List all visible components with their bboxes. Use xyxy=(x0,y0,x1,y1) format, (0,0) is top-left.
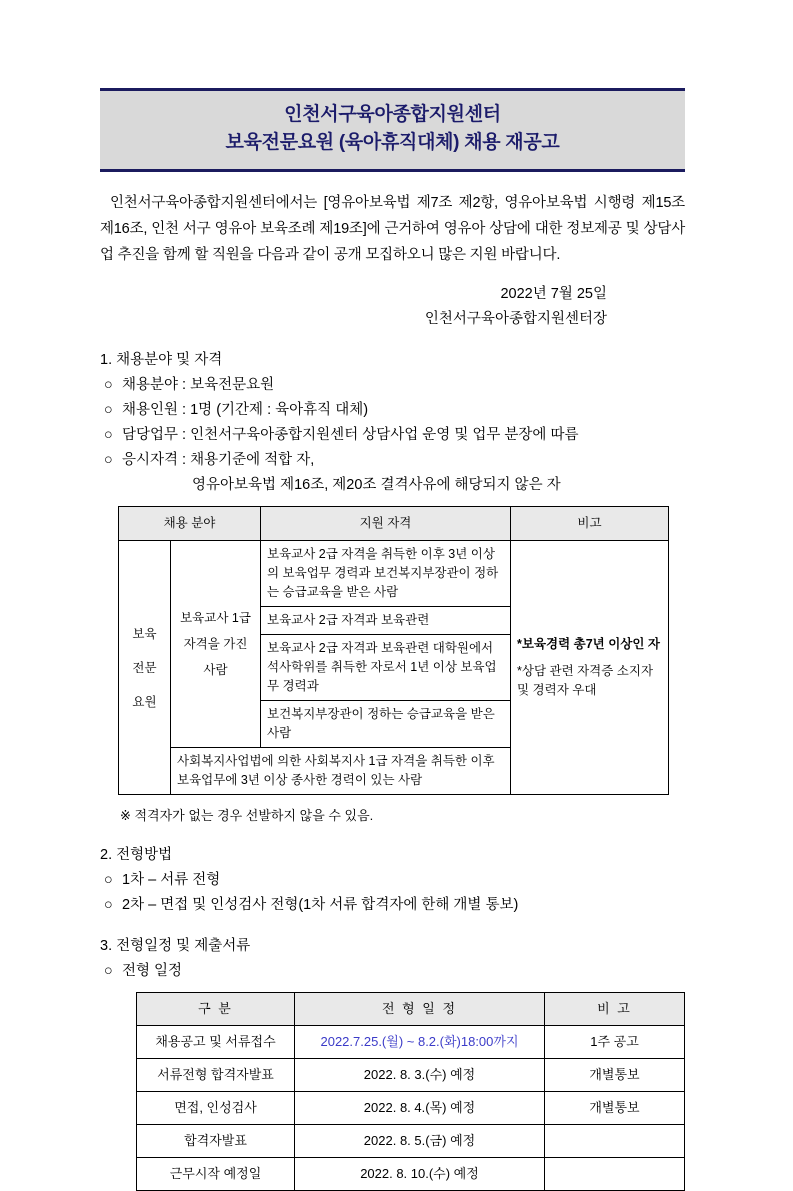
title-line-2: 보육전문요원 (육아휴직대체) 채용 재공고 xyxy=(225,132,560,153)
intro-paragraph: 인천서구육아종합지원센터에서는 [영유아보육법 제7조 제2항, 영유아보육법 시행령 제15조 제16조, 인천 서구 영유아 보육조례 제19조]에 근거하여 영유아 상담에 대한 정보제공 및 상담사업 추진을 함께 할 직원을 다음과 같이 공개 모집하오니 많은 지원 바랍니다. xyxy=(100,195,685,263)
section-1-list xyxy=(100,373,685,473)
section-2 xyxy=(100,843,685,918)
list-item-label: 채용인원 : 1명 (기간제 : 육아휴직 대체) xyxy=(122,402,369,418)
cell-division: 채용공고 및 서류접수 xyxy=(137,1026,295,1059)
list-item-label: 응시자격 : 채용기준에 적합 자, xyxy=(122,452,315,468)
note-bold-text: *보육경력 총7년 이상인 자 xyxy=(517,637,660,651)
section-1-heading: 1. 채용분야 및 자격 xyxy=(100,352,223,368)
header-qualification: 지원 자격 xyxy=(261,507,511,541)
circle-bullet-icon: ○ xyxy=(104,963,113,979)
table-row xyxy=(137,1059,685,1092)
section-2-list xyxy=(100,868,685,918)
qual-text-cell-last: 사회복지사업법에 의한 사회복지사 1급 자격을 취득한 이후 보육업무에 3년 이상 종사한 경력이 있는 사람 xyxy=(171,748,511,795)
document-content xyxy=(100,88,685,1191)
section-3-list xyxy=(100,959,685,984)
group1-label-cell: 보육교사 1급 자격을 가진 사람 xyxy=(171,541,261,748)
cell-division: 근무시작 예정일 xyxy=(137,1158,295,1191)
section-3-heading: 3. 전형일정 및 제출서류 xyxy=(100,938,251,954)
list-item-label: 채용분야 : 보육전문요원 xyxy=(122,377,275,393)
list-item-label: 1차 – 서류 전형 xyxy=(122,872,221,888)
header-division: 구 분 xyxy=(137,993,295,1026)
list-item xyxy=(100,373,685,398)
cell-schedule: 2022. 8. 3.(수) 예정 xyxy=(295,1059,545,1092)
qual-text-cell: 보육교사 2급 자격과 보육관련 xyxy=(261,607,511,635)
schedule-table xyxy=(136,992,685,1191)
table-header-row xyxy=(119,507,669,541)
header-schedule: 전 형 일 정 xyxy=(295,993,545,1026)
table-row xyxy=(137,1158,685,1191)
list-item-label: 전형 일정 xyxy=(122,963,183,979)
date-block xyxy=(100,282,685,332)
issue-date: 2022년 7월 25일 xyxy=(500,286,607,302)
note-small-text: *상담 관련 자격증 소지자 및 경력자 우대 xyxy=(517,664,654,697)
circle-bullet-icon: ○ xyxy=(104,377,113,393)
list-item-label: 담당업무 : 인천서구육아종합지원센터 상담사업 운영 및 업무 분장에 따름 xyxy=(122,427,579,443)
list-item xyxy=(100,893,685,918)
issuer-name: 인천서구육아종합지원센터장 xyxy=(424,311,607,327)
list-item xyxy=(100,448,685,473)
section-3 xyxy=(100,934,685,1191)
qual-text-cell: 보육교사 2급 자격을 취득한 이후 3년 이상의 보육업무 경력과 보건복지부장관이 정하는 승급교육을 받은 사람 xyxy=(261,541,511,607)
cell-note: 1주 공고 xyxy=(545,1026,685,1059)
cell-note xyxy=(545,1125,685,1158)
qual-text-cell: 보육교사 2급 자격과 보육관련 대학원에서 석사학위를 취득한 자로서 1년 이상 보육업무 경력과 xyxy=(261,635,511,701)
circle-bullet-icon: ○ xyxy=(104,452,113,468)
qualification-table xyxy=(118,506,669,795)
section-1 xyxy=(100,348,685,827)
title-line-1: 인천서구육아종합지원센터 xyxy=(284,104,501,125)
cell-schedule: 2022. 8. 10.(수) 예정 xyxy=(295,1158,545,1191)
circle-bullet-icon: ○ xyxy=(104,402,113,418)
table-row xyxy=(137,1125,685,1158)
circle-bullet-icon: ○ xyxy=(104,897,113,913)
list-item xyxy=(100,868,685,893)
cell-division: 합격자발표 xyxy=(137,1125,295,1158)
list-item xyxy=(100,959,685,984)
cell-division: 면접, 인성검사 xyxy=(137,1092,295,1125)
header-note: 비 고 xyxy=(545,993,685,1026)
eligibility-subline: 영유아보육법 제16조, 제20조 결격사유에 해당되지 않은 자 xyxy=(192,477,561,493)
header-field: 채용 분야 xyxy=(119,507,261,541)
circle-bullet-icon: ○ xyxy=(104,872,113,888)
table-row xyxy=(137,1026,685,1059)
cell-schedule: 2022. 8. 4.(목) 예정 xyxy=(295,1092,545,1125)
list-item xyxy=(100,398,685,423)
cell-schedule: 2022.7.25.(월) ~ 8.2.(화)18:00까지 xyxy=(295,1026,545,1059)
table-row xyxy=(119,541,669,607)
table-row xyxy=(137,1092,685,1125)
table-header-row xyxy=(137,993,685,1026)
circle-bullet-icon: ○ xyxy=(104,427,113,443)
cell-division: 서류전형 합격자발표 xyxy=(137,1059,295,1092)
cell-schedule: 2022. 8. 5.(금) 예정 xyxy=(295,1125,545,1158)
section-1-footnote: ※ 적격자가 없는 경우 선발하지 않을 수 있음. xyxy=(120,808,374,823)
note-cell xyxy=(511,541,669,795)
document-title-box xyxy=(100,88,685,172)
qual-text-cell: 보건복지부장관이 정하는 승급교육을 받은 사람 xyxy=(261,701,511,748)
section-2-heading: 2. 전형방법 xyxy=(100,847,173,863)
cell-note: 개별통보 xyxy=(545,1059,685,1092)
field-label-cell: 보육 전문 요원 xyxy=(119,541,171,795)
cell-note: 개별통보 xyxy=(545,1092,685,1125)
cell-note xyxy=(545,1158,685,1191)
list-item-label: 2차 – 면접 및 인성검사 전형(1차 서류 합격자에 한해 개별 통보) xyxy=(122,897,519,913)
list-item xyxy=(100,423,685,448)
header-note: 비고 xyxy=(511,507,669,541)
